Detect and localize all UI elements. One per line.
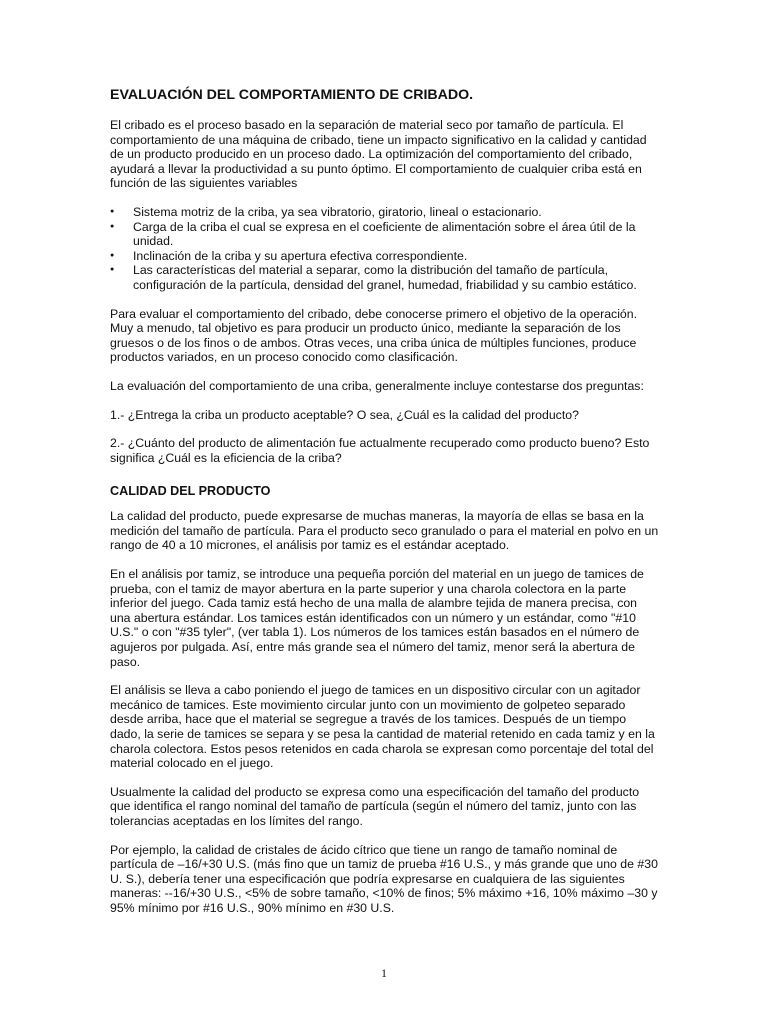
question-1: 1.- ¿Entrega la criba un producto aceptable? O sea, ¿Cuál es la calidad del producto? <box>110 407 579 422</box>
intro-paragraph: El cribado es el proceso basado en la separación de material seco por tamaño de partícula. El comportamiento de una máquina de cribado, tiene un impacto significativo en la calidad y cantidad de un producto producido en un proceso dado. La optimización del comportamiento del cribado, ayudará a llevar la productividad a su punto óptimo. El comportamiento de cualquier criba está en función de las siguientes variables <box>110 118 647 191</box>
question-2: 2.- ¿Cuánto del producto de alimentación fue actualmente recuperado como producto bueno? Esto significa ¿Cuál es la eficiencia de la criba? <box>110 436 650 465</box>
document-body <box>110 86 660 930</box>
section-heading: CALIDAD DEL PRODUCTO <box>110 484 271 499</box>
list-item: ● Sistema motriz de la criba, ya sea vibratorio, giratorio, lineal o estacionario. <box>110 205 660 220</box>
list-item: ● Carga de la criba el cual se expresa en el coeficiente de alimentación sobre el área útil de la unidad. <box>110 220 660 249</box>
variables-list <box>110 205 660 293</box>
document-title: EVALUACIÓN DEL COMPORTAMIENTO DE CRIBADO. <box>110 87 474 103</box>
quality-paragraph: La calidad del producto, puede expresarse de muchas maneras, la mayoría de ellas se basa en la medición del tamaño de partícula. Para el producto seco granulado o para el material en polvo en un rango de 40 a 10 micrones, el análisis por tamiz es el estándar aceptado. <box>110 509 659 553</box>
specification-paragraph: Usualmente la calidad del producto se expresa como una especificación del tamaño del producto que identifica el rango nominal del tamaño de partícula (según el número del tamiz, junto con las tolerancias aceptadas en los límites del rango. <box>110 784 640 828</box>
evaluation-paragraph: La evaluación del comportamiento de una criba, generalmente incluye contestarse dos preguntas: <box>110 378 644 393</box>
list-item: ● Inclinación de la criba y su apertura efectiva correspondiente. <box>110 249 660 264</box>
objective-paragraph: Para evaluar el comportamiento del cribado, debe conocerse primero el objetivo de la operación. Muy a menudo, tal objetivo es para producir un producto único, mediante la separación de los gruesos o de los finos o de ambos. Otras veces, una criba única de múltiples funciones, produce productos variados, en un proceso conocido como clasificación. <box>110 306 638 365</box>
sieve-paragraph: En el análisis por tamiz, se introduce una pequeña porción del material en un juego de tamices de prueba, con el tamiz de mayor abertura en la parte superior y una charola colectora en la parte inferior del juego. Cada tamiz está hecho de una malla de alambre tejida de manera precisa, con una abertura estándar. Los tamices están identificados con un número y un estándar, como "#10 U.S." o con "#35 tyler", (ver tabla 1). Los números de los tamices están basados en el número de agujeros por pulgada. Así, entre más grande sea el número del tamiz, menor será la abertura de paso. <box>110 567 644 669</box>
example-paragraph: Por ejemplo, la calidad de cristales de ácido cítrico que tiene un rango de tamaño nominal de partícula de –16/+30 U.S. (más fino que un tamiz de prueba #16 U.S., y más grande que uno de #30 U. S.), debería tener una especificación que podría expresarse en cualquiera de las siguientes maneras: --16/+30 U.S., <5% de sobre tamaño, <10% de finos; 5% máximo +16, 10% máximo –30 y 95% mínimo por #16 U.S., 90% mínimo en #30 U.S. <box>110 842 658 915</box>
page-number: 1 <box>381 966 387 980</box>
list-item: ● Las características del material a separar, como la distribución del tamaño de partícula, configuración de la partícula, densidad del granel, humedad, friabilidad y su cambio estático. <box>110 263 660 292</box>
procedure-paragraph: El análisis se lleva a cabo poniendo el juego de tamices en un dispositivo circular con un agitador mecánico de tamices. Este movimiento circular junto con un movimiento de golpeteo separado desde arriba, hace que el material se segregue a través de los tamices. Después de un tiempo dado, la serie de tamices se separa y se pesa la cantidad de material retenido en cada tamiz y en la charola colectora. Estos pesos retenidos en cada charola se expresan como porcentaje del total del material colocado en el juego. <box>110 683 655 771</box>
